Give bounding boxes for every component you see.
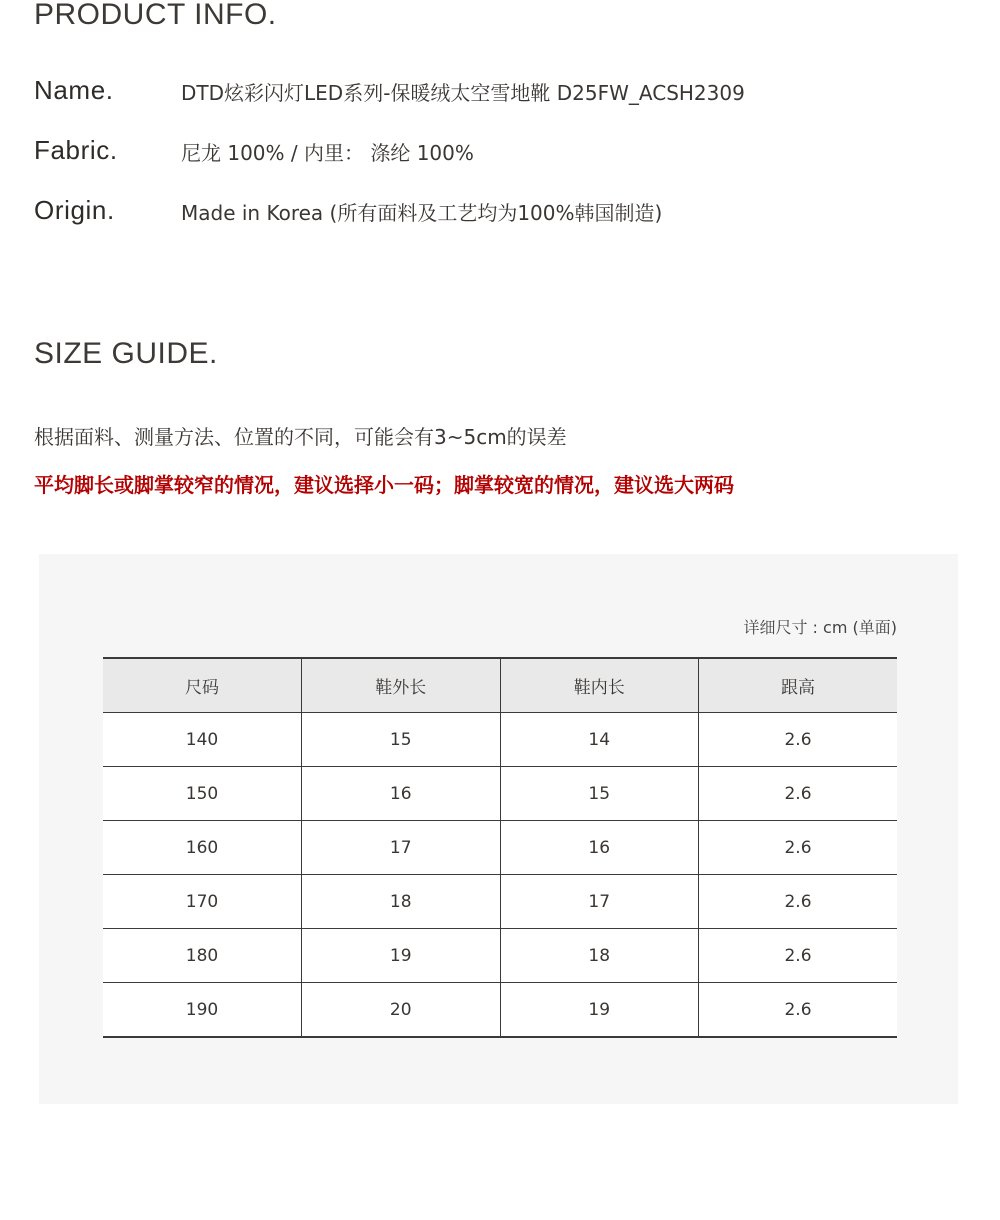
cell-outer-length: 16: [302, 767, 501, 821]
cell-heel-height: 2.6: [699, 767, 898, 821]
header-size: 尺码: [103, 658, 302, 713]
info-row-name: [34, 75, 974, 111]
cell-size: 150: [103, 767, 302, 821]
info-row-fabric: [34, 135, 974, 171]
cell-heel-height: 2.6: [699, 821, 898, 875]
cell-inner-length: 16: [500, 821, 699, 875]
cell-size: 160: [103, 821, 302, 875]
unit-note: 详细尺寸 : cm (单面): [743, 618, 897, 637]
info-row-origin: [34, 195, 974, 231]
size-table: [103, 657, 897, 1038]
cell-outer-length: 19: [302, 929, 501, 983]
table-row: [103, 713, 897, 767]
cell-heel-height: 2.6: [699, 983, 898, 1038]
cell-outer-length: 18: [302, 875, 501, 929]
measurement-note: 根据面料、测量方法、位置的不同，可能会有3~5cm的误差: [34, 425, 567, 449]
header-inner-length: 鞋内长: [500, 658, 699, 713]
origin-label: Origin.: [34, 195, 115, 225]
cell-size: 140: [103, 713, 302, 767]
cell-inner-length: 18: [500, 929, 699, 983]
fabric-label: Fabric.: [34, 135, 118, 165]
cell-outer-length: 15: [302, 713, 501, 767]
size-advice-warning: 平均脚长或脚掌较窄的情况，建议选择小一码；脚掌较宽的情况，建议选大两码: [34, 473, 734, 497]
table-row: [103, 929, 897, 983]
cell-inner-length: 14: [500, 713, 699, 767]
product-info-title: PRODUCT INFO.: [34, 0, 277, 31]
cell-inner-length: 19: [500, 983, 699, 1038]
cell-inner-length: 17: [500, 875, 699, 929]
cell-heel-height: 2.6: [699, 929, 898, 983]
cell-heel-height: 2.6: [699, 713, 898, 767]
table-header-row: [103, 658, 897, 713]
table-row: [103, 767, 897, 821]
table-row: [103, 875, 897, 929]
name-label: Name.: [34, 75, 114, 105]
header-heel-height: 跟高: [699, 658, 898, 713]
size-guide-title: SIZE GUIDE.: [34, 337, 218, 370]
cell-outer-length: 17: [302, 821, 501, 875]
cell-size: 190: [103, 983, 302, 1038]
header-outer-length: 鞋外长: [302, 658, 501, 713]
table-row: [103, 983, 897, 1038]
cell-heel-height: 2.6: [699, 875, 898, 929]
fabric-value: 尼龙 100% / 内里： 涤纶 100%: [181, 141, 474, 165]
cell-size: 180: [103, 929, 302, 983]
size-table-panel: [39, 554, 958, 1104]
cell-inner-length: 15: [500, 767, 699, 821]
name-value: DTD炫彩闪灯LED系列-保暖绒太空雪地靴 D25FW_ACSH2309: [181, 81, 745, 105]
cell-size: 170: [103, 875, 302, 929]
origin-value: Made in Korea (所有面料及工艺均为100%韩国制造): [181, 201, 663, 225]
table-row: [103, 821, 897, 875]
cell-outer-length: 20: [302, 983, 501, 1038]
